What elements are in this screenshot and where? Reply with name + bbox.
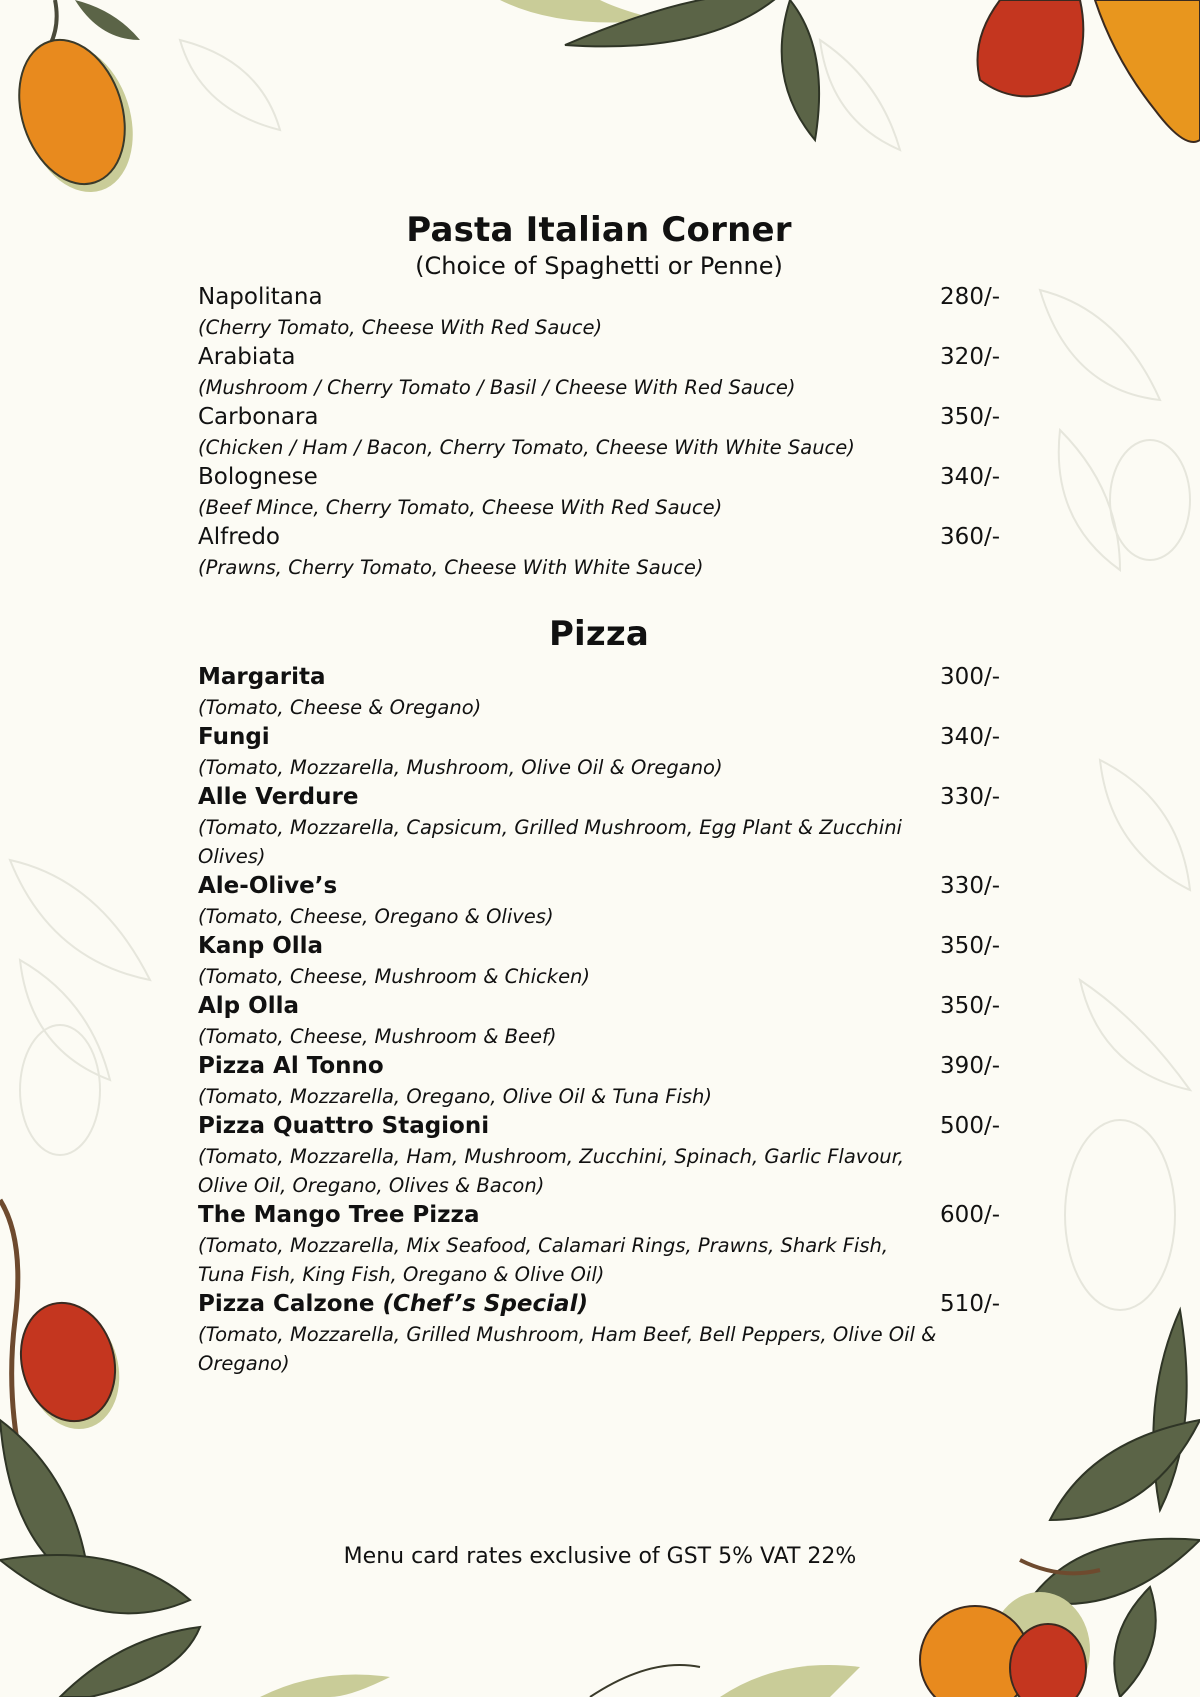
menu-item-name xyxy=(198,282,323,313)
menu-item-header xyxy=(198,931,1000,962)
menu-item xyxy=(198,282,1000,342)
menu-item-price: 340/- xyxy=(940,724,1000,750)
menu-item-header xyxy=(198,1111,1000,1142)
menu-item-description: (Beef Mince, Cherry Tomato, Cheese With Red Sauce) xyxy=(198,496,723,519)
menu-item-name-text: Pizza Calzone xyxy=(198,1291,375,1317)
menu-item-header xyxy=(198,462,1000,493)
pizza-section xyxy=(198,614,1000,1378)
menu-item-name-text: Carbonara xyxy=(198,404,319,430)
menu-item xyxy=(198,722,1000,782)
mango-top-left xyxy=(2,0,151,206)
menu-item-price: 500/- xyxy=(940,1113,1000,1139)
menu-item xyxy=(198,1111,1000,1200)
menu-item-header xyxy=(198,991,1000,1022)
pizza-section-title: Pizza xyxy=(548,614,650,654)
menu-item-name xyxy=(198,662,325,693)
menu-item-name xyxy=(198,522,280,553)
menu-item-description: (Cherry Tomato, Cheese With Red Sauce) xyxy=(198,316,603,339)
pasta-item-list xyxy=(198,282,1000,582)
menu-item-name xyxy=(198,1111,489,1142)
leaves-top-center xyxy=(500,0,819,140)
menu-item-description: (Mushroom / Cherry Tomato / Basil / Cheese With Red Sauce) xyxy=(198,376,796,399)
menu-item-price: 510/- xyxy=(940,1291,1000,1317)
menu-item-header xyxy=(198,282,1000,313)
menu-item-description: (Tomato, Cheese, Mushroom & Beef) xyxy=(198,1025,557,1048)
menu-item-name-text: Alle Verdure xyxy=(198,784,359,810)
menu-item xyxy=(198,1289,1000,1378)
menu-item xyxy=(198,931,1000,991)
menu-item xyxy=(198,522,1000,582)
menu-item-price: 320/- xyxy=(940,344,1000,370)
menu-item-price: 600/- xyxy=(940,1202,1000,1228)
pasta-section-subtitle: (Choice of Spaghetti or Penne) xyxy=(415,252,783,280)
menu-content xyxy=(198,210,1000,1378)
menu-item-name xyxy=(198,342,295,373)
menu-item-header xyxy=(198,342,1000,373)
menu-item-name xyxy=(198,782,358,813)
menu-item-name xyxy=(198,931,323,962)
menu-item xyxy=(198,1200,1000,1289)
menu-item xyxy=(198,991,1000,1051)
menu-item-name-text: Ale-Olive’s xyxy=(198,873,338,899)
menu-item-description: (Tomato, Mozzarella, Capsicum, Grilled Mushroom, Egg Plant & Zucchini Olives) xyxy=(198,816,902,868)
menu-item-price: 340/- xyxy=(940,464,1000,490)
menu-item xyxy=(198,462,1000,522)
menu-item xyxy=(198,1051,1000,1111)
menu-item xyxy=(198,402,1000,462)
menu-item-price: 330/- xyxy=(940,873,1000,899)
menu-item-description: (Tomato, Mozzarella, Ham, Mushroom, Zucchini, Spinach, Garlic Flavour, Olive Oil, Oregano, Olives & Bacon) xyxy=(198,1145,905,1197)
menu-item-name xyxy=(198,1051,384,1082)
mangoes-top-right xyxy=(978,0,1200,142)
menu-item-name-text: Arabiata xyxy=(198,344,296,370)
menu-item xyxy=(198,782,1000,871)
menu-item-header xyxy=(198,1051,1000,1082)
pasta-section-title: Pasta Italian Corner xyxy=(406,210,792,250)
menu-item-header xyxy=(198,782,1000,813)
chef-special-label: (Chef’s Special) xyxy=(382,1291,588,1317)
menu-item-description: (Tomato, Cheese, Mushroom & Chicken) xyxy=(198,965,591,988)
menu-item-name-text: Napolitana xyxy=(198,284,323,310)
menu-item-header xyxy=(198,871,1000,902)
menu-item-name xyxy=(198,402,319,433)
menu-item-price: 300/- xyxy=(940,664,1000,690)
menu-item-header xyxy=(198,662,1000,693)
menu-item-description: (Chicken / Ham / Bacon, Cherry Tomato, Cheese With White Sauce) xyxy=(198,436,855,459)
menu-item-name-text: Pizza Quattro Stagioni xyxy=(198,1113,490,1139)
menu-item-price: 350/- xyxy=(940,993,1000,1019)
menu-item-header xyxy=(198,722,1000,753)
pasta-section xyxy=(198,210,1000,582)
menu-item-description: (Tomato, Mozzarella, Oregano, Olive Oil & Tuna Fish) xyxy=(198,1085,712,1108)
menu-item-name-text: Kanp Olla xyxy=(198,933,324,959)
menu-item-description: (Tomato, Cheese & Oregano) xyxy=(198,696,482,719)
menu-item-price: 330/- xyxy=(940,784,1000,810)
menu-item-description: (Prawns, Cherry Tomato, Cheese With White Sauce) xyxy=(198,556,704,579)
menu-item-name-text: Bolognese xyxy=(198,464,318,490)
menu-item-price: 360/- xyxy=(940,524,1000,550)
menu-item-header xyxy=(198,522,1000,553)
menu-item-description: (Tomato, Cheese, Oregano & Olives) xyxy=(198,905,554,928)
menu-item-name-text: Alfredo xyxy=(198,524,280,550)
menu-item xyxy=(198,342,1000,402)
menu-item-name xyxy=(198,462,318,493)
menu-item-name xyxy=(198,991,299,1022)
menu-item-price: 390/- xyxy=(940,1053,1000,1079)
menu-item-name-text: Alp Olla xyxy=(198,993,299,1019)
menu-item-name-text: Fungi xyxy=(198,724,270,750)
menu-item xyxy=(198,662,1000,722)
pizza-item-list xyxy=(198,662,1000,1378)
menu-item-name-text: Pizza Al Tonno xyxy=(198,1053,384,1079)
menu-item-name xyxy=(198,1289,588,1320)
menu-item-description: (Tomato, Mozzarella, Mushroom, Olive Oil & Oregano) xyxy=(198,756,723,779)
menu-item-description: (Tomato, Mozzarella, Mix Seafood, Calamari Rings, Prawns, Shark Fish, Tuna Fish, King Fish, Oregano & Olive Oil) xyxy=(198,1234,889,1286)
menu-item-name xyxy=(198,722,270,753)
menu-item-header xyxy=(198,1200,1000,1231)
menu-item-name-text: Margarita xyxy=(198,664,326,690)
menu-item-name xyxy=(198,1200,479,1231)
menu-item-description: (Tomato, Mozzarella, Grilled Mushroom, Ham Beef, Bell Peppers, Olive Oil & Oregano) xyxy=(198,1323,937,1375)
menu-item-header xyxy=(198,402,1000,433)
menu-item xyxy=(198,871,1000,931)
menu-item-name-text: The Mango Tree Pizza xyxy=(198,1202,480,1228)
tax-note: Menu card rates exclusive of GST 5% VAT 22% xyxy=(343,1544,857,1569)
menu-item-name xyxy=(198,871,337,902)
menu-item-header xyxy=(198,1289,1000,1320)
menu-item-price: 350/- xyxy=(940,404,1000,430)
menu-item-price: 350/- xyxy=(940,933,1000,959)
menu-item-price: 280/- xyxy=(940,284,1000,310)
